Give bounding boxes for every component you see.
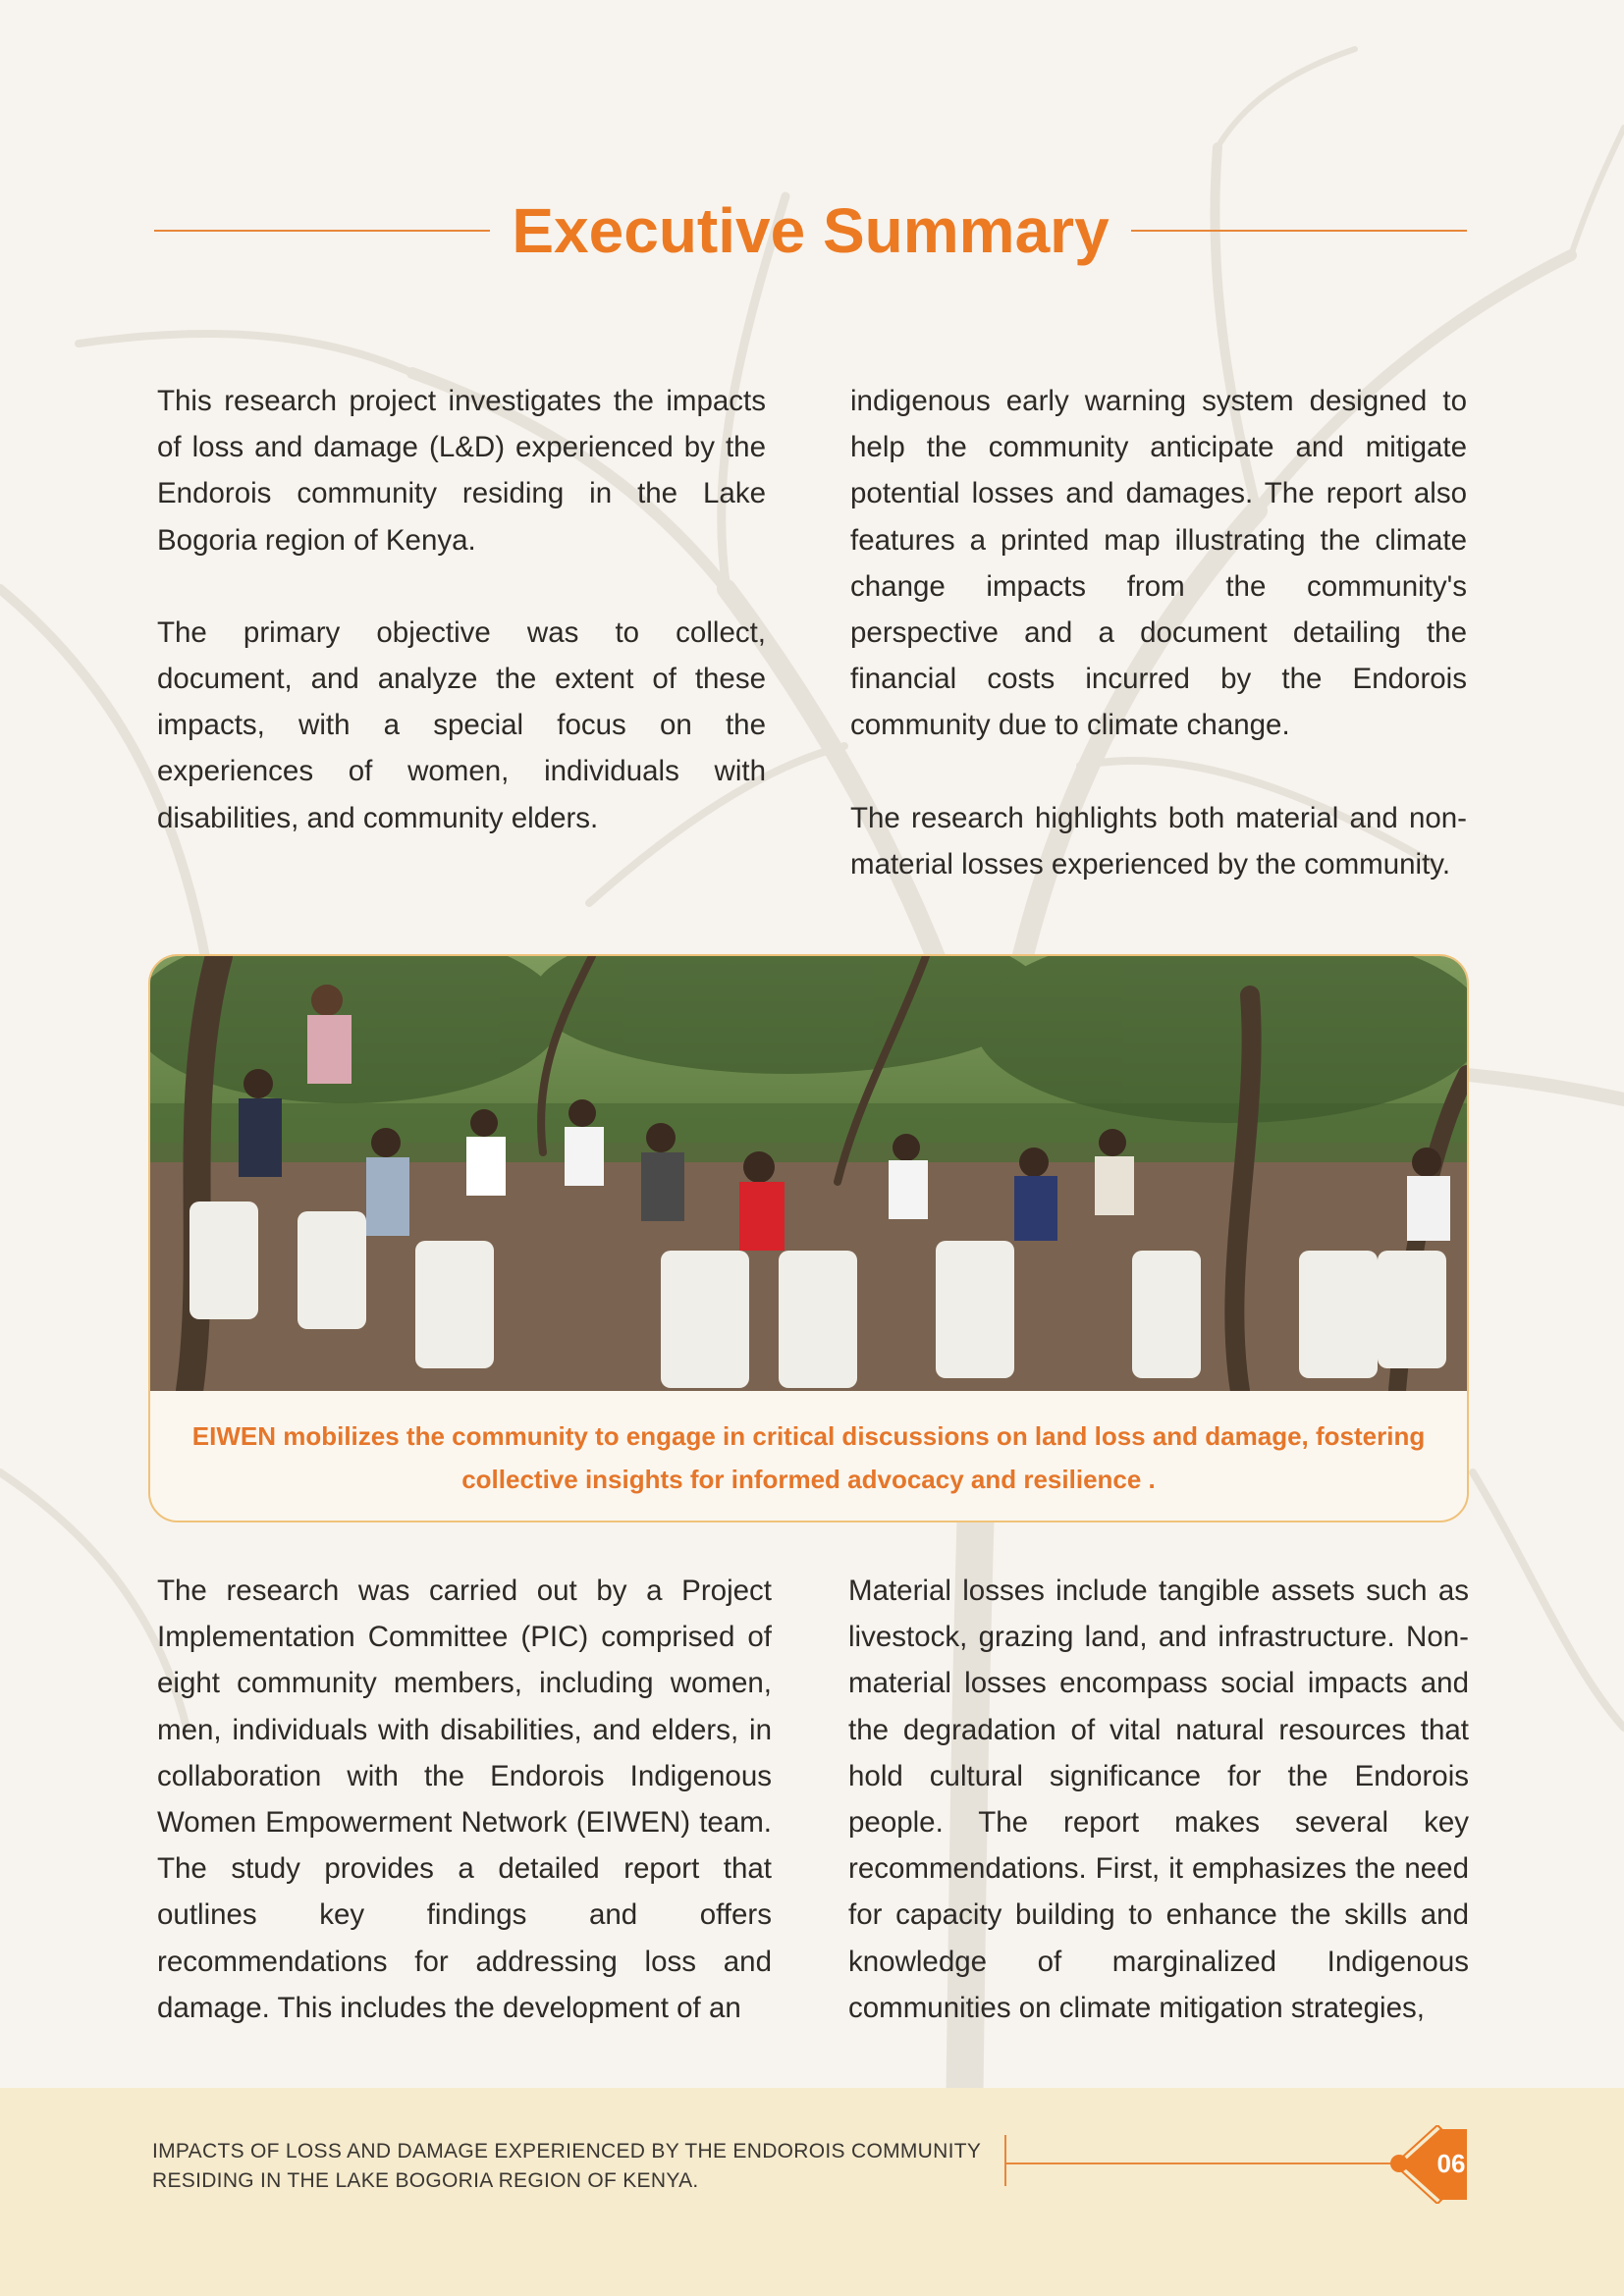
text-column-bottom-left [157,1568,772,2031]
text-column-bottom-right [848,1568,1469,2031]
paragraph: indigenous early warning system designed to help the community anticipate and mitigate potential losses and damages. The report also features a printed map illustrating the climate change impacts from the community's perspective and a document detailing the financial costs incurred by the Endorois community due to climate change. [850,385,1467,742]
paragraph: The research was carried out by a Project Implementation Committee (PIC) comprised of eight community members, including women, men, individuals with disabilities, and elders, in collaboration with the Endorois Indigenous Women Empowerment Network (EIWEN) team. The study provides a detailed report that outlines key findings and offers recommendations for addressing loss and damage. This includes the development of an [157,1575,772,2024]
text-column-top-left [157,378,766,841]
footer-report-title [152,2137,1006,2196]
footer-line-1: IMPACTS OF LOSS AND DAMAGE EXPERIENCED BY THE ENDOROIS COMMUNITY [152,2140,982,2163]
paragraph: Material losses include tangible assets such as livestock, grazing land, and infrastructure. Non-material losses encompass social impacts and the degradation of vital natural resources that hold cultural significance for the Endorois people. The report makes several key recommendations. First, it emphasizes the need for capacity building to enhance the skills and knowledge of marginalized Indigenous communities on climate mitigation strategies, [848,1575,1469,2024]
paragraph: The research highlights both material and non-material losses experienced by the community. [850,801,1467,881]
community-meeting-photo [150,956,1467,1391]
title-rule-right [1131,230,1467,232]
footer-divider [1004,2135,1006,2186]
photo-card [148,954,1469,1522]
paragraph: This research project investigates the impacts of loss and damage (L&D) experienced by the Endorois community residing in the Lake Bogoria region of Kenya. [157,385,766,557]
page-footer [0,2088,1624,2296]
footer-line-2: RESIDING IN THE LAKE BOGORIA REGION OF KENYA. [152,2169,699,2192]
page-number: 06 [1436,2149,1466,2178]
title-row [154,187,1467,275]
paragraph: The primary objective was to collect, document, and analyze the extent of these impacts, with a special focus on the experiences of women, individuals with disabilities, and community elders. [157,615,766,834]
title-rule-left [154,230,490,232]
footer-rule [1006,2163,1399,2164]
text-column-top-right [850,378,1467,887]
page-title: Executive Summary [512,195,1110,266]
photo-caption: EIWEN mobilizes the community to engage in critical discussions on land loss and damage, fostering collective insights for informed advocacy and resilience . [191,1421,1426,1494]
